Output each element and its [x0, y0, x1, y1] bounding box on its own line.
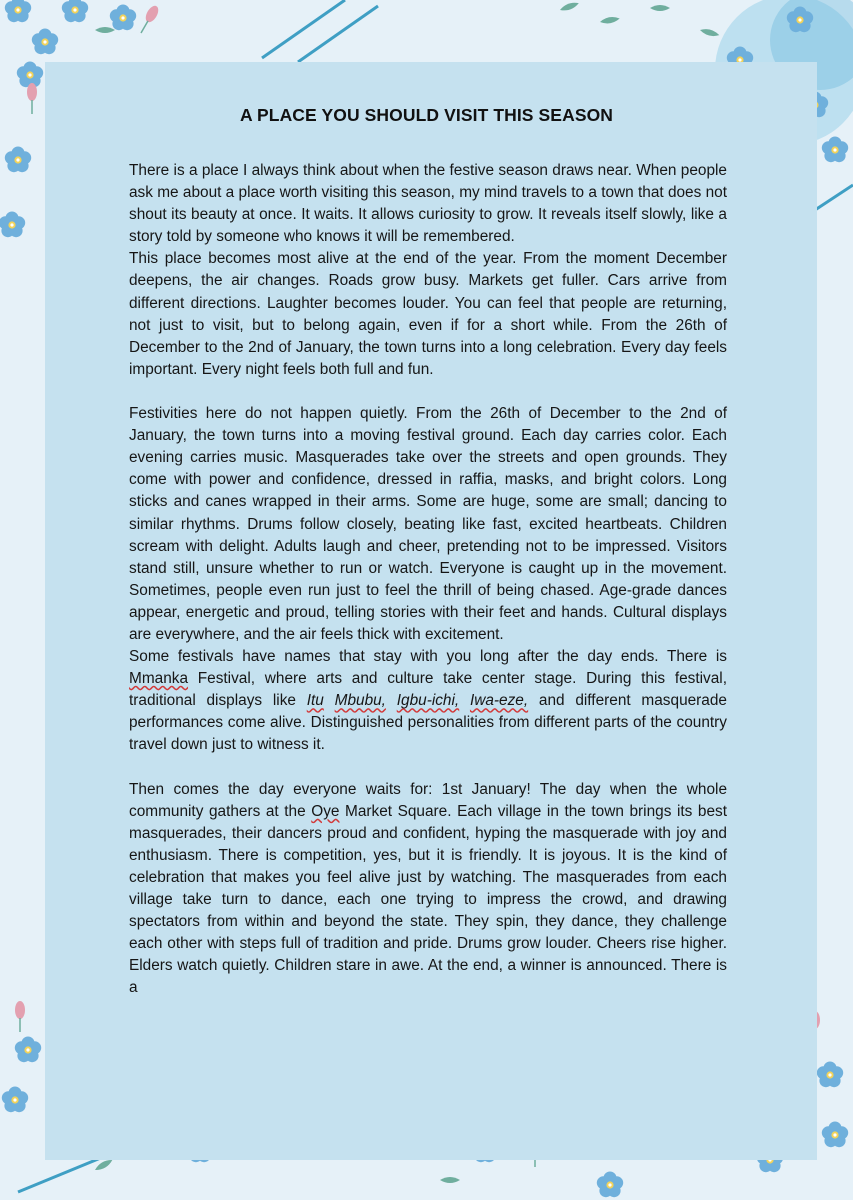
mbubu-term: Mbubu,: [334, 692, 386, 710]
oye-term: Oye: [311, 802, 340, 820]
text-span: [459, 692, 470, 709]
text-span: and different masquerade performances come alive. Distinguished personalities from different parts of the country travel down just to witness it.: [129, 692, 727, 754]
page-title: A PLACE YOU SHOULD VISIT THIS SEASON: [239, 105, 614, 125]
text-span: Market Square. Each village in the town brings its best masquerades, their dancers proud and confident, hyping the masquerade with joy and enthusiasm. There is competition, yes, but it is friendly. It is joyous. It is the kind of celebration that makes you feel alive just by watching. The masquerades from each village take turn to dance, each one trying to impress the crowd, and drawing spectators from within and beyond the state. They spin, they dance, they challenge each other with steps full of tradition and pride. Drums grow louder. Cheers rise higher. Elders watch quietly. Children stare in awe. At the end, a winner is announced. There is a: [129, 802, 727, 997]
text-span: Some festivals have names that stay with you long after the day ends. There is: [129, 648, 727, 666]
paragraph-4: [129, 646, 727, 756]
iwa-eze-term: Iwa-eze,: [469, 692, 529, 710]
text-span: Festival, where arts and culture take center stage. During this festival, traditional displays like: [129, 670, 727, 710]
diagonal-stripe: [262, 0, 345, 58]
text-span: Then comes the day everyone waits for: 1st January! The day when the whole community gathers at the: [129, 780, 727, 820]
mmanka-term: Mmanka: [129, 670, 189, 688]
article-body: [129, 160, 727, 1000]
paragraph-3: Festivities here do not happen quietly. From the 26th of December to the 2nd of January, the town turns into a moving festival ground. Each day carries color. Each evening carries music. Masquerades take over the streets and open grounds. They come with power and confidence, dressed in raffia, masks, and bright colors. Long sticks and canes wrapped in their arms. Some are huge, some are small; dancing to similar rhythms. Drums follow closely, beating like fast, excited heartbeats. Children scream with delight. Adults laugh and cheer, pretending not to be impressed. Visitors stand still, unsure whether to run or watch. Everyone is caught up in the movement. Sometimes, people even run just to feel the thrill of being chased. Age-grade dances appear, energetic and proud, telling stories with their feet and hands. Cultural displays are everywhere, and the air feels thick with excitement.: [129, 405, 727, 643]
text-span: [324, 692, 335, 709]
paragraph-5: [129, 779, 727, 1000]
igbu-ichi-term: Igbu-ichi,: [396, 692, 460, 710]
paragraph-2: This place becomes most alive at the end of the year. From the moment December deepens, the air changes. Roads grow busy. Markets get fuller. Cars arrive from different directions. Laughter becomes louder. You can feel that people are returning, not just to visit, but to belong again, even if for a short while. From the 26th of December to the 2nd of January, the town turns into a long celebration. Every day feels important. Every night feels both full and fun.: [129, 250, 727, 378]
itu-term: Itu: [306, 692, 324, 710]
text-span: [386, 692, 397, 709]
paragraph-1: There is a place I always think about when the festive season draws near. When people ask me about a place worth visiting this season, my mind travels to a town that does not shout its beauty at once. It waits. It allows curiosity to grow. It reveals itself slowly, like a story told by someone who knows it will be remembered.: [129, 162, 727, 246]
